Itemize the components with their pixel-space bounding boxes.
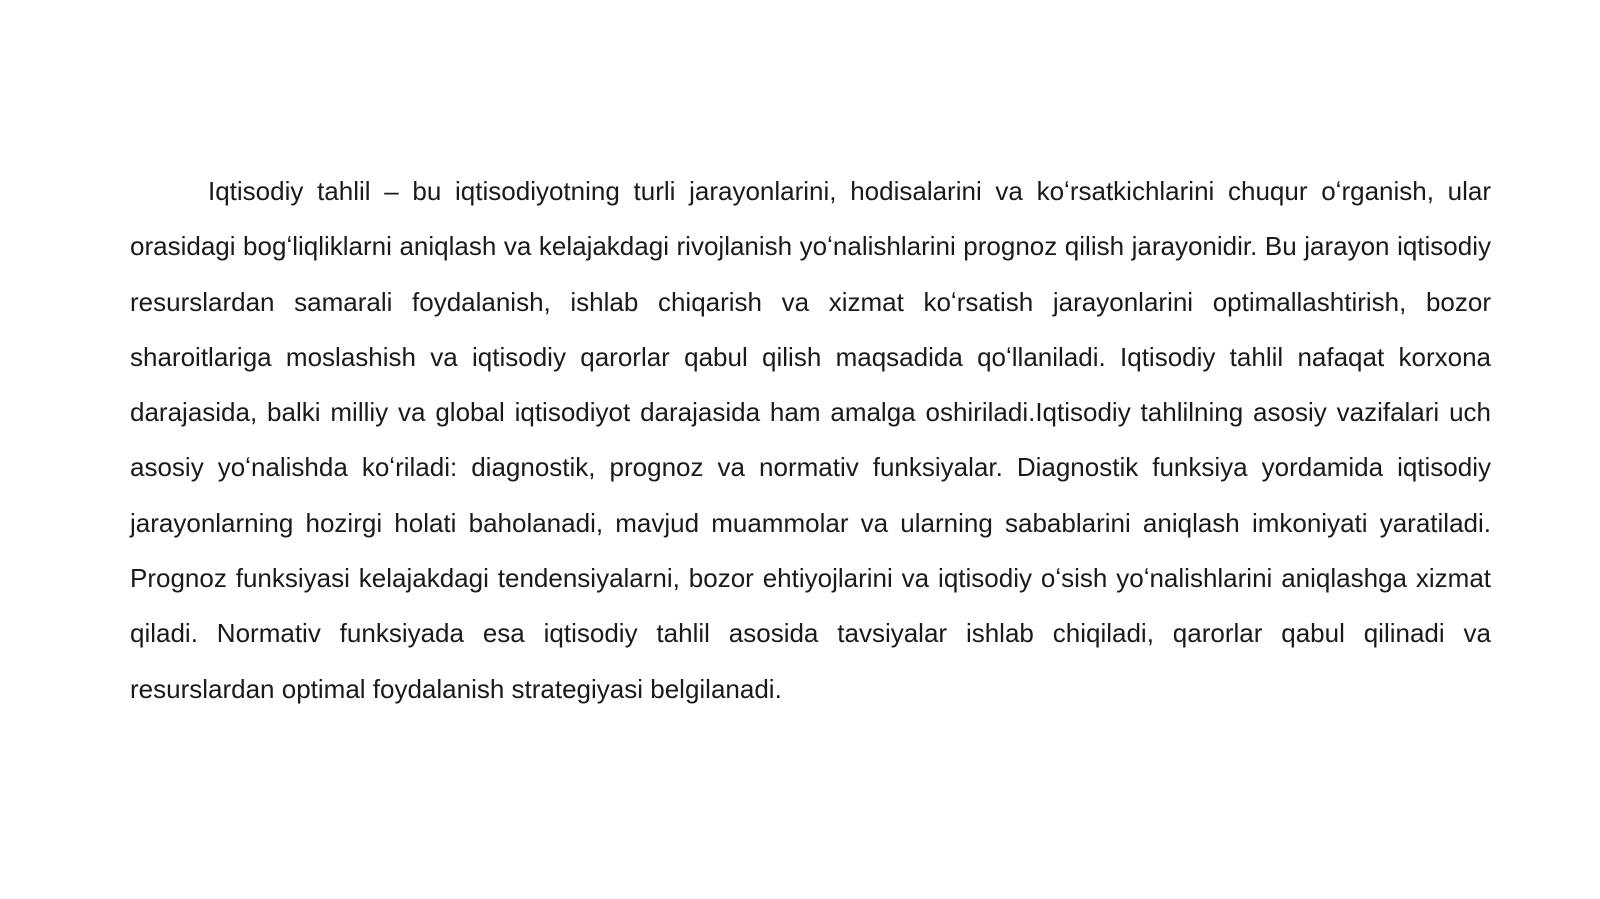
body-paragraph: Iqtisodiy tahlil – bu iqtisodiyotning turli jarayonlarini, hodisalarini va koʻrsatkichlarini chuqur oʻrganish, ular orasidagi bogʻliqliklarni aniqlash va kelajakdagi rivojlanish yoʻnalishlarini prognoz qilish jarayonidir. Bu jarayon iqtisodiy resurslardan samarali foydalanish, ishlab chiqarish va xizmat koʻrsatish jarayonlarini optimallashtirish, bozor sharoitlariga moslashish va iqtisodiy qarorlar qabul qilish maqsadida qoʻllaniladi. Iqtisodiy tahlil nafaqat korxona darajasida, balki milliy va global iqtisodiyot darajasida ham amalga oshiriladi.Iqtisodiy tahlilning asosiy vazifalari uch asosiy yoʻnalishda koʻriladi: diagnostik, prognoz va normativ funksiyalar. Diagnostik funksiya yordamida iqtisodiy jarayonlarning hozirgi holati baholanadi, mavjud muammolar va ularning sabablarini aniqlash imkoniyati yaratiladi. Prognoz funksiyasi kelajakdagi tendensiyalarni, bozor ehtiyojlarini va iqtisodiy oʻsish yoʻnalishlarini aniqlashga xizmat qiladi. Normativ funksiyada esa iqtisodiy tahlil asosida tavsiyalar ishlab chiqiladi, qarorlar qabul qilinadi va resurslardan optimal foydalanish strategiyasi belgilanadi. [130, 176, 1491, 704]
